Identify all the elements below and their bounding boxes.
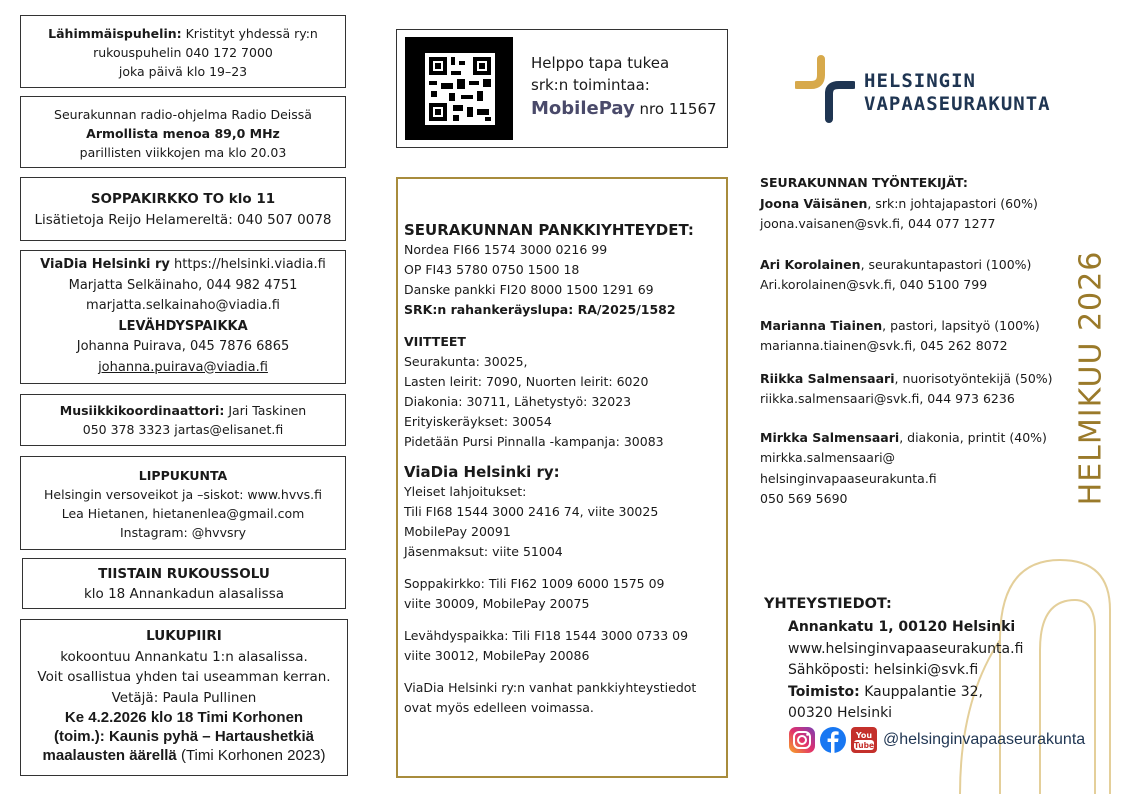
ref-1: Seurakunta: 30025, — [404, 354, 528, 369]
facebook-icon[interactable] — [819, 726, 847, 754]
mobilepay-line1: Helppo tapa tukea — [531, 54, 670, 72]
contact-postal: 00320 Helsinki — [788, 705, 893, 721]
reading-line2: kokoontuu Annankatu 1:n alasalissa. — [60, 648, 308, 665]
viadia-email[interactable]: marjatta.selkainaho@viadia.fi — [86, 298, 280, 313]
contact-section — [788, 617, 1088, 725]
viadia-bank-1: Yleiset lahjoitukset: — [404, 484, 527, 499]
soup-bank-1: Soppakirkko: Tili FI62 1009 6000 1575 09 — [404, 576, 665, 591]
staff-role-3: , pastori, lapsityö (100%) — [882, 317, 1040, 333]
scouts-line4: Instagram: @hvvsry — [119, 525, 247, 540]
viadia-bank-4: Jäsenmaksut: viite 51004 — [404, 544, 563, 559]
reading-event-line3: maalausten äärellä — [42, 747, 177, 764]
staff-name-1: Joona Väisänen — [760, 195, 868, 211]
reading-line3: Voit osallistua yhden tai useamman kerran. — [37, 669, 331, 685]
ref-4: Erityiskeräykset: 30054 — [404, 414, 552, 429]
ref-2: Lasten leirit: 7090, Nuorten leirit: 6020 — [404, 374, 649, 389]
tuesday-prayer-title: TIISTAIN RUKOUSSOLU — [98, 566, 270, 582]
contact-web[interactable]: www.helsinginvapaaseurakunta.fi — [788, 640, 1024, 657]
staff-contact-1[interactable]: joona.vaisanen@svk.fi, 044 077 1277 — [760, 216, 996, 231]
radio-program: Armollista menoa 89,0 MHz — [86, 126, 280, 141]
contact-heading: YHTEYSTIEDOT: — [764, 596, 892, 612]
mobilepay-box — [396, 29, 728, 148]
viadia-contact: Marjatta Selkäinaho, 044 982 4751 — [68, 277, 298, 293]
bank-content — [404, 220, 722, 718]
viadia-url[interactable]: https://helsinki.viadia.fi — [174, 257, 326, 272]
staff-role-4: , nuorisotyöntekijä (50%) — [894, 370, 1053, 386]
viadia-bank-3: MobilePay 20091 — [404, 524, 511, 539]
youtube-icon[interactable] — [850, 726, 878, 754]
contact-office-label: Toimisto: — [788, 683, 860, 700]
mobilepay-number: nro 11567 — [639, 100, 717, 118]
staff-name-2: Ari Korolainen — [760, 256, 861, 272]
ref-5: Pidetään Pursi Pinnalla -kampanja: 30083 — [404, 434, 664, 449]
radio-time: parillisten viikkojen ma klo 20.03 — [79, 145, 287, 160]
instagram-icon[interactable] — [788, 726, 816, 754]
rest-place-contact: Johanna Puirava, 045 7876 6865 — [76, 339, 290, 354]
social-row — [788, 726, 1085, 754]
staff-section — [760, 173, 1060, 510]
logo-line2: VAPAASEURAKUNTA — [864, 93, 1051, 115]
church-logo-text — [864, 70, 1051, 116]
staff-contact-4[interactable]: riikka.salmensaari@svk.fi, 044 973 6236 — [760, 391, 1015, 406]
music-contact: 050 378 3323 jartas@elisanet.fi — [82, 422, 284, 437]
reading-event-tail: (Timi Korhonen 2023) — [180, 747, 326, 764]
viadia-title: ViaDia Helsinki ry — [40, 257, 170, 272]
tuesday-prayer-place: klo 18 Annankadun alasalissa — [83, 586, 285, 602]
music-name: Jari Taskinen — [228, 403, 307, 418]
tuesday-prayer-box — [22, 558, 346, 609]
prayer-line-label: Lähimmäispuhelin: — [48, 26, 182, 41]
reading-circle-box — [20, 619, 348, 776]
music-box — [20, 394, 346, 446]
social-handle[interactable]: @helsinginvapaaseurakunta — [883, 731, 1086, 748]
old-bank-1: ViaDia Helsinki ry:n vanhat pankkiyhteystiedot — [404, 680, 697, 695]
prayer-line-box — [20, 15, 346, 88]
staff-contact-5a[interactable]: mirkka.salmensaari@ — [760, 450, 896, 465]
music-label: Musiikkikoordinaattori: — [59, 403, 225, 418]
ref-3: Diakonia: 30711, Lähetystyö: 32023 — [404, 394, 632, 409]
prayer-line-text: Kristityt yhdessä ry:n — [185, 26, 318, 41]
staff-contact-5b[interactable]: helsinginvapaaseurakunta.fi — [760, 470, 937, 486]
staff-name-3: Marianna Tiainen — [760, 317, 883, 333]
soup-church-title: SOPPAKIRKKO TO klo 11 — [90, 191, 276, 207]
bank-account-2: OP FI43 5780 0750 1500 18 — [404, 262, 580, 277]
rest-place-title: LEVÄHDYSPAIKKA — [118, 318, 248, 334]
references-heading: VIITTEET — [404, 334, 466, 349]
viadia-bank-heading: ViaDia Helsinki ry: — [404, 463, 560, 481]
mobilepay-brand: MobilePay — [531, 98, 635, 119]
bank-heading: SEURAKUNNAN PANKKIYHTEYDET: — [404, 221, 694, 239]
soup-bank-2: viite 30009, MobilePay 20075 — [404, 596, 590, 611]
bank-account-1: Nordea FI66 1574 3000 0216 99 — [404, 242, 608, 257]
prayer-line-hours: joka päivä klo 19–23 — [118, 64, 248, 79]
staff-contact-3[interactable]: marianna.tiainen@svk.fi, 045 262 8072 — [760, 338, 1008, 353]
soup-church-info: Lisätietoja Reijo Helamereltä: 040 507 0078 — [34, 212, 332, 228]
svg-text:Tube: Tube — [853, 741, 875, 750]
staff-name-4: Riikka Salmensaari — [760, 370, 895, 386]
viadia-box — [20, 250, 346, 384]
reading-event-line1: Ke 4.2.2026 klo 18 Timi Korhonen — [64, 709, 304, 726]
staff-heading: SEURAKUNNAN TYÖNTEKIJÄT: — [760, 175, 968, 190]
soup-church-box — [20, 177, 346, 241]
scouts-line3: Lea Hietanen, hietanenlea@gmail.com — [61, 506, 305, 521]
staff-role-1: , srk:n johtajapastori (60%) — [867, 195, 1038, 211]
reading-leader: Vetäjä: Paula Pullinen — [111, 689, 257, 706]
scouts-line2: Helsingin versoveikot ja –siskot: www.hvvs.fi — [44, 487, 322, 502]
svg-text:You: You — [855, 731, 873, 740]
reading-title: LUKUPIIRI — [146, 628, 222, 644]
bank-account-3: Danske pankki FI20 8000 1500 1291 69 — [404, 282, 654, 297]
church-logo-icon — [795, 55, 855, 123]
logo-line1: HELSINGIN — [864, 70, 976, 92]
contact-email[interactable]: Sähköposti: helsinki@svk.fi — [788, 662, 979, 678]
staff-role-2: , seurakuntapastori (100%) — [860, 256, 1032, 272]
rest-place-email[interactable]: johanna.puirava@viadia.fi — [98, 359, 268, 375]
staff-name-5: Mirkka Salmensaari — [760, 429, 900, 445]
contact-address: Annankatu 1, 00120 Helsinki — [788, 619, 1016, 635]
scouts-title: LIPPUKUNTA — [138, 468, 228, 483]
prayer-line-phone: rukouspuhelin 040 172 7000 — [93, 45, 273, 60]
staff-contact-5c: 050 569 5690 — [760, 491, 848, 506]
reading-event-line2: (toim.): Kaunis pyhä – Hartaushetkiä — [53, 728, 315, 745]
scouts-box — [20, 456, 346, 550]
contact-office: Kauppalantie 32, — [864, 683, 983, 700]
radio-line1: Seurakunnan radio-ohjelma Radio Deissä — [54, 107, 312, 122]
qr-code[interactable] — [405, 37, 513, 140]
viadia-bank-2: Tili FI68 1544 3000 2416 74, viite 30025 — [404, 504, 659, 519]
old-bank-2: ovat myös edelleen voimassa. — [404, 700, 594, 715]
rest-bank-2: viite 30012, MobilePay 20086 — [404, 648, 590, 663]
rest-bank-1: Levähdyspaikka: Tili FI18 1544 3000 0733 09 — [404, 628, 689, 643]
mobilepay-line2: srk:n toimintaa: — [531, 76, 650, 94]
month-title: HELMIKUU 2026 — [1073, 250, 1109, 506]
staff-contact-2[interactable]: Ari.korolainen@svk.fi, 040 5100 799 — [760, 277, 988, 292]
radio-box — [20, 96, 346, 168]
staff-role-5: , diakonia, printit (40%) — [899, 429, 1047, 445]
collection-permit: SRK:n rahankeräyslupa: RA/2025/1582 — [404, 302, 676, 317]
